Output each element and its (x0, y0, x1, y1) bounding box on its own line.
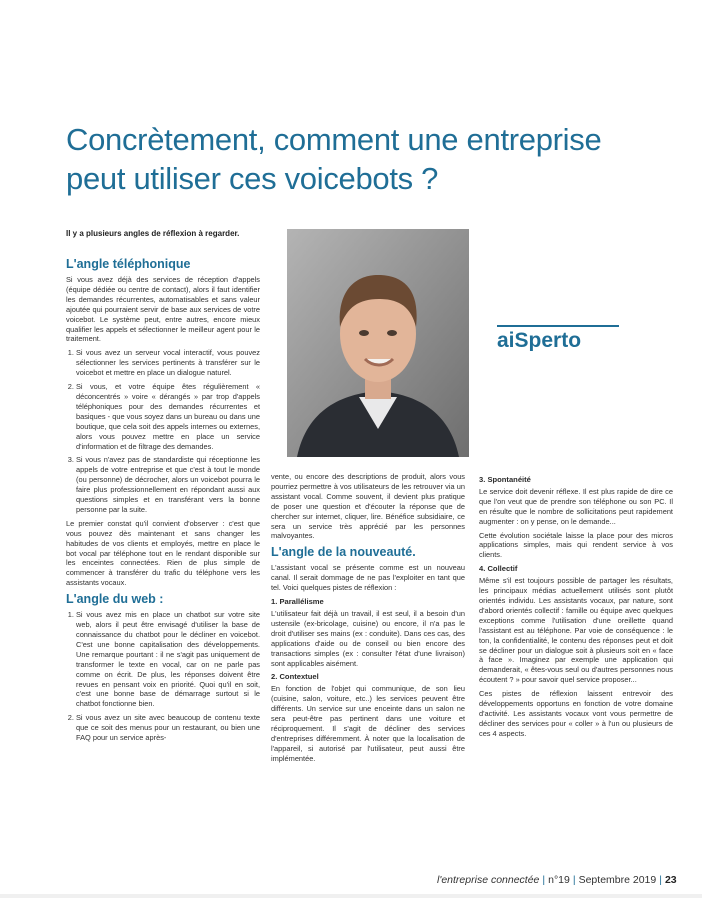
portrait-illustration (287, 229, 469, 457)
page-footer (437, 874, 677, 886)
bottom-divider (0, 894, 702, 898)
paragraph: Ces pistes de réflexion laissent entrevoir des développements opportuns en fonction de votre domaine d'activité. Les assistants vocaux vont vous permettre de décliner des services pour « coller » à l'un ou plusieurs de ces 4 aspects. (479, 689, 673, 738)
column-1 (66, 253, 260, 747)
list-item: 2. Si vous avez un site avec beaucoup de contenu texte que ce soit des menus pour un restaurant, ou bien une FAQ pour un service après- (76, 713, 260, 743)
magazine-name: l'entreprise connectée (437, 874, 540, 886)
subheading-parallelism: 1. Parallélisme (271, 597, 324, 607)
article-title (66, 120, 666, 198)
column-2 (271, 472, 465, 768)
separator: | (572, 874, 576, 886)
paragraph: Cette évolution sociétale laisse la place pour des micros applications simples, mais qui rendent service à vos clients. (479, 530, 673, 560)
list-item: 1. Si vous avez un serveur vocal interactif, vous pouvez sélectionner les services pertinents à transférer sur le voicebot et mettre en place un dialogue naturel. (76, 348, 260, 378)
title-line-2: peut utiliser ces voicebots ? (66, 161, 439, 196)
list-item: 3. Si vous n'avez pas de standardiste qui réceptionne les appels de votre entreprise et que c'est à tout le monde (ou personne) de décrocher, alors un voicebot pourra le faire plus professionnellement en répondant aussi aux questions simples et en transférant vers la bonne personne par la suite. (76, 455, 260, 514)
separator: | (542, 874, 546, 886)
issue-date: Septembre 2019 (578, 874, 657, 886)
title-line-1: Concrètement, comment une entreprise (66, 122, 602, 157)
issue-number: n°19 (548, 874, 570, 886)
list-item: 1. Si vous avez mis en place un chatbot sur votre site web, alors il peut être envisagé d'utiliser la base de connaissance du chatbot pour le décliner en voicebot. C'est une bonne capitalisation des développements. Une remarque pourtant : il ne s'agit pas uniquement de transformer le texte en vocal, car on ne parle pas comme on écrit. De plus, les réponses doivent être revues en pensant voix en priorité. Quoi qu'il en soit, c'est une bonne base de démarrage surtout si le chatbot fonctionne bien. (76, 610, 260, 709)
heading-web-angle: L'angle du web : (66, 592, 164, 607)
paragraph: Si vous avez déjà des services de réception d'appels (équipe dédiée ou centre de contact), alors il faut identifier les demandes récurrentes, automatisables et sans valeur ajoutée qui pourraient servir de base aux services de votre voicebot. Le système peut, entre autres, encore mieux qualifier les appels et sélectionner le meilleur agent pour le traitement. (66, 275, 260, 344)
subheading-contextual: 2. Contextuel (271, 672, 319, 682)
paragraph: L'utilisateur fait déjà un travail, il est seul, il a besoin d'un ustensile (ex-bricolage, cuisine) ou encore, il n'a pas le droit d'utiliser ses mains (ex : conduite). Dans ces cas, des applications d'aide ou de conseil ou bien encore des transactions simples (ex : consulter l'état d'une livraison) sont applicables aisément. (271, 608, 465, 668)
page-number: 23 (664, 874, 677, 886)
logo-graphic (497, 325, 619, 351)
subheading-spontaneity: 3. Spontanéité (479, 475, 531, 484)
logo-text: aiSperto (497, 329, 582, 351)
paragraph: vente, ou encore des descriptions de produit, alors vous pourriez permettre à vos utilisateurs de les retrouver via un assistant vocal. Comme souvent, il devient plus pratique de poser une question et d'écouter la réponse que de chercher sur internet, cliquer, lire. Bénéfice subsidiaire, ce sera un service très apprécié par les personnes malvoyantes. (271, 472, 465, 541)
column-3 (479, 472, 673, 743)
author-photo (287, 229, 469, 457)
paragraph: En fonction de l'objet qui communique, de son lieu (cuisine, salon, voiture, etc..) les services peuvent être différents. Un service sur une enceinte dans un salon ne sera peut-être pas pertinent dans une voiture et réciproquement. Il s'agit de décliner des services d'entreprises différemment. À noter que la localisation de l'appareil, si autorisé par l'utilisateur, peut aussi être implémentée. (271, 684, 465, 763)
subheading-collective: 4. Collectif (479, 564, 518, 574)
paragraph: Le premier constat qu'il convient d'observer : c'est que vous pouvez dès maintenant et sans changer les habitudes de vos clients et employés, mettre en place le bot vocal par téléphone tout en le rendant disponible sur les enceintes connectées. Rien de plus simple de commencer à transférer du trafic du téléphone vers les assistants vocaux. (66, 518, 260, 588)
list-item: 2. Si vous, et votre équipe êtes régulièrement « déconcentrés » voire « dérangés » par trop d'appels téléphoniques pour des demandes récurrentes et basiques - que vous soyez dans un bureau ou dans une boutique, que cela soit des appels internes ou externes, alors vous pouvez mettre en place un service d'information et de filtrage des demandes. (76, 382, 260, 451)
intro-text: Il y a plusieurs angles de réflexion à regarder. (66, 229, 240, 238)
separator: | (659, 874, 662, 886)
paragraph: L'assistant vocal se présente comme est un nouveau canal. Il serait dommage de ne pas l'exploiter en tant que tel. Voici quelques pistes de réflexion : (271, 563, 465, 593)
heading-novelty-angle: L'angle de la nouveauté. (271, 545, 416, 560)
paragraph: Même s'il est toujours possible de partager les résultats, les principaux médias actuellement utilisés sont plutôt orientés individu. Les assistants vocaux, par nature, sont d'abord orientés collectif : famille ou équipe avec quelques exceptions comme l'utilisation d'une oreillette quand l'assistant est au téléphone. Par voie de conséquence : le ton, la confidentialité, le contenu des réponses peut et doit se décliner pour un dialogue soit à plusieurs soit en « face à face ». Imaginez par exemple une application qui demanderait, « êtes-vous seul ou d'autres personnes nous écoutent ? » pour savoir quel service proposer... (479, 576, 673, 685)
aisperto-logo (497, 325, 619, 351)
heading-telephonic-angle: L'angle téléphonique (66, 257, 191, 271)
paragraph: Le service doit devenir réflexe. Il est plus rapide de dire ce que l'on veut que de prendre son téléphone ou son PC. Il en résulte que le nombre de sollicitations peut rapidement augmenter : on y pense, on le demande... (479, 486, 673, 526)
